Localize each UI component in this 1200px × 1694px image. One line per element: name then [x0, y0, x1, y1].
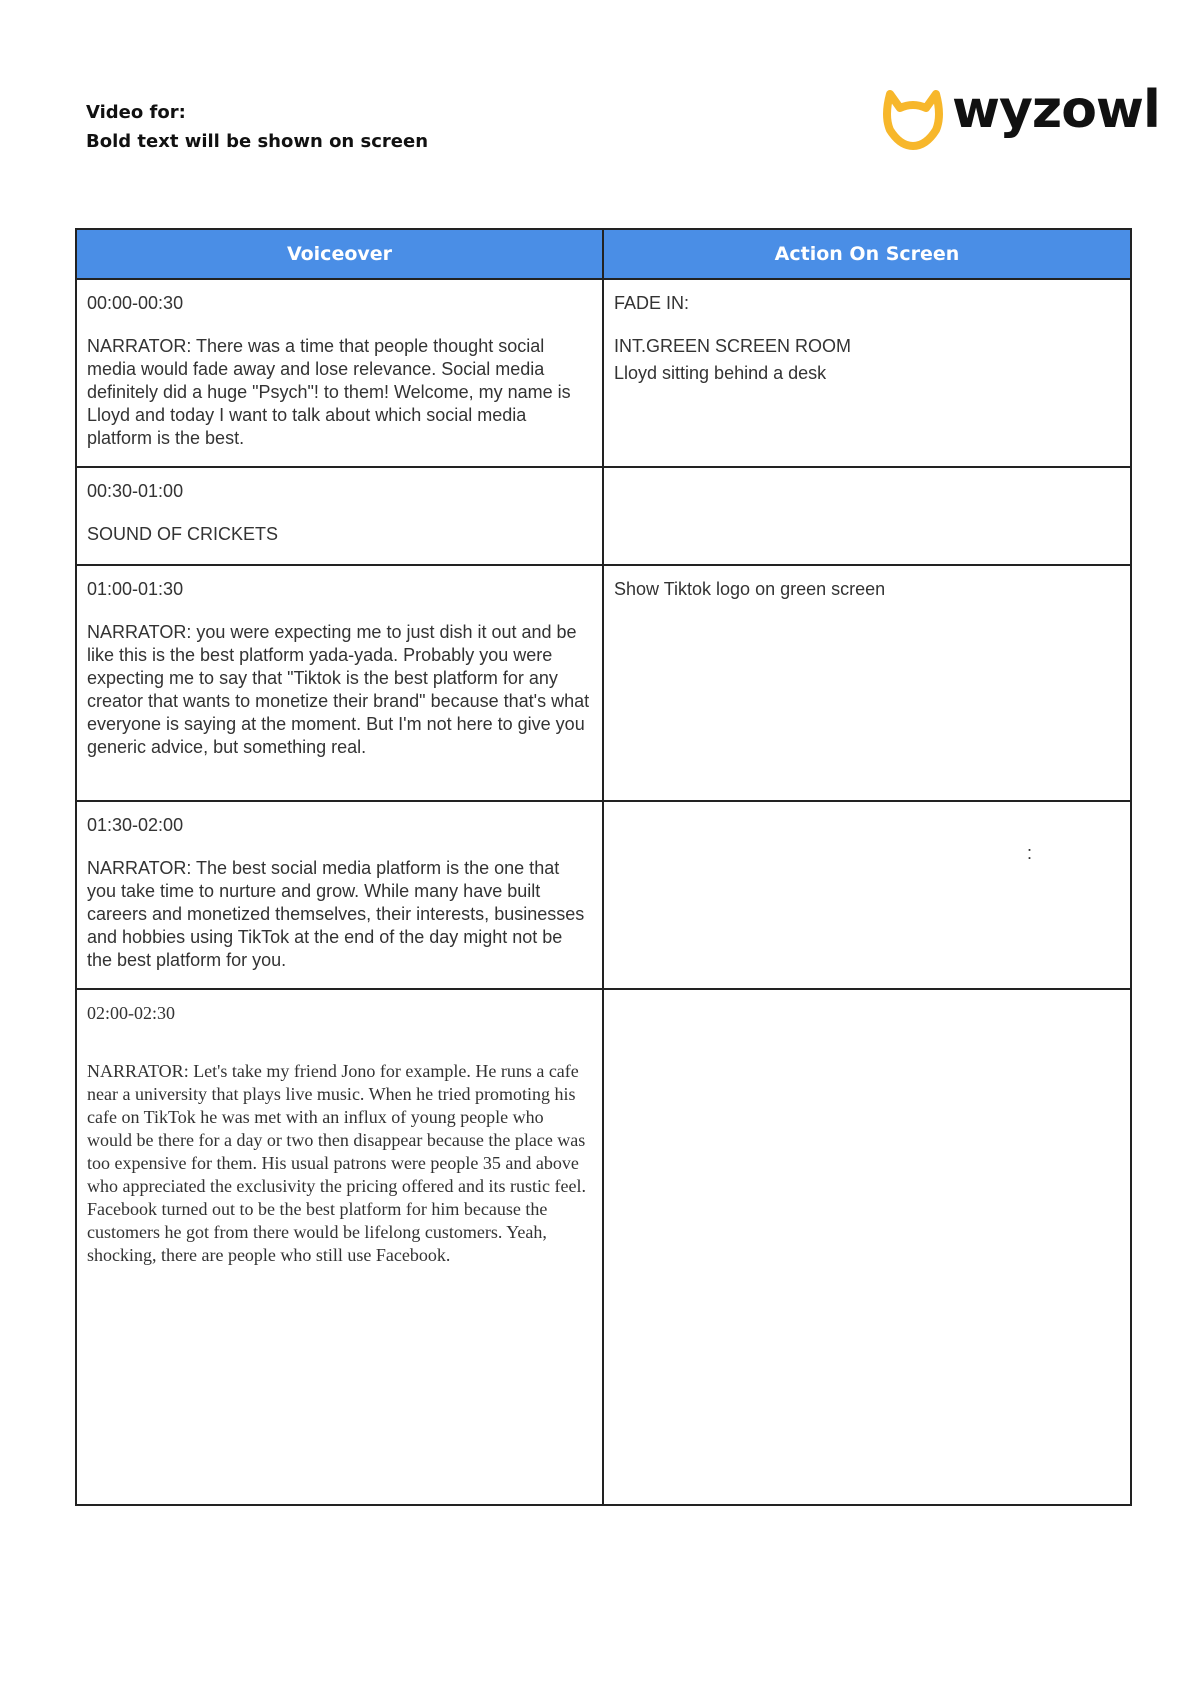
action-text: INT.GREEN SCREEN ROOM [614, 336, 852, 356]
action-text: Show Tiktok logo on green screen [614, 579, 886, 599]
table-row [76, 989, 1131, 1505]
voiceover-text: NARRATOR: you were expecting me to just dish it out and be like this is the best platform yada-yada. Probably you were expecting me to say that "Tiktok is the best platform for any creator that wants to monetize their brand" because that's what everyone is saying at the moment. But I'm not here to give you generic advice, but something real. [87, 622, 590, 757]
timestamp: 01:30-02:00 [87, 815, 184, 835]
table-row [76, 279, 1131, 467]
table-row [76, 565, 1131, 801]
on-screen-note: Bold text will be shown on screen [86, 131, 429, 152]
action-cell [603, 565, 1131, 801]
voiceover-text: NARRATOR: The best social media platform is the one that you take time to nurture and grow. While many have built careers and monetized themselves, their interests, businesses and hobbies using TikTok at the end of the day might not be the best platform for you. [87, 858, 585, 970]
owl-icon [880, 86, 946, 152]
voiceover-cell [76, 989, 603, 1505]
voiceover-cell [76, 801, 603, 989]
voiceover-cell [76, 279, 603, 467]
video-for-label: Video for: [86, 102, 186, 123]
voiceover-text: NARRATOR: There was a time that people thought social media would fade away and lose relevance. Social media definitely did a huge "Psych"! to them! Welcome, my name is Lloyd and today I want to talk about which social media platform is the best. [87, 336, 571, 448]
action-text: Lloyd sitting behind a desk [614, 363, 827, 383]
voiceover-header: Voiceover [76, 229, 603, 279]
script-table [75, 228, 1132, 1506]
table-header-row [76, 229, 1131, 279]
table-row [76, 801, 1131, 989]
voiceover-text: SOUND OF CRICKETS [87, 524, 279, 544]
action-cell [603, 279, 1131, 467]
voiceover-text: NARRATOR: Let's take my friend Jono for example. He runs a cafe near a university that plays live music. When he tried promoting his cafe on TikTok he was met with an influx of young people who would be there for a day or two then disappear because the place was too expensive for them. His usual patrons were people 35 and above who appreciated the exclusivity the pricing offered and its rustic feel. Facebook turned out to be the best platform for him because the customers he got from there would be lifelong customers. Yeah, shocking, there are people who still use Facebook. [87, 1061, 586, 1265]
document-header [86, 98, 428, 156]
wyzowl-logo [880, 80, 1160, 152]
timestamp: 00:30-01:00 [87, 481, 184, 501]
timestamp: 02:00-02:30 [87, 1003, 175, 1023]
timestamp: 00:00-00:30 [87, 293, 184, 313]
action-text: FADE IN: [614, 293, 690, 313]
voiceover-cell [76, 467, 603, 565]
action-text: : [1026, 843, 1032, 863]
logo-wordmark: wyzowl [952, 80, 1160, 140]
timestamp: 01:00-01:30 [87, 579, 184, 599]
table-row [76, 467, 1131, 565]
action-header: Action On Screen [603, 229, 1131, 279]
voiceover-cell [76, 565, 603, 801]
action-cell [603, 467, 1131, 565]
action-cell [603, 989, 1131, 1505]
action-cell [603, 801, 1131, 989]
